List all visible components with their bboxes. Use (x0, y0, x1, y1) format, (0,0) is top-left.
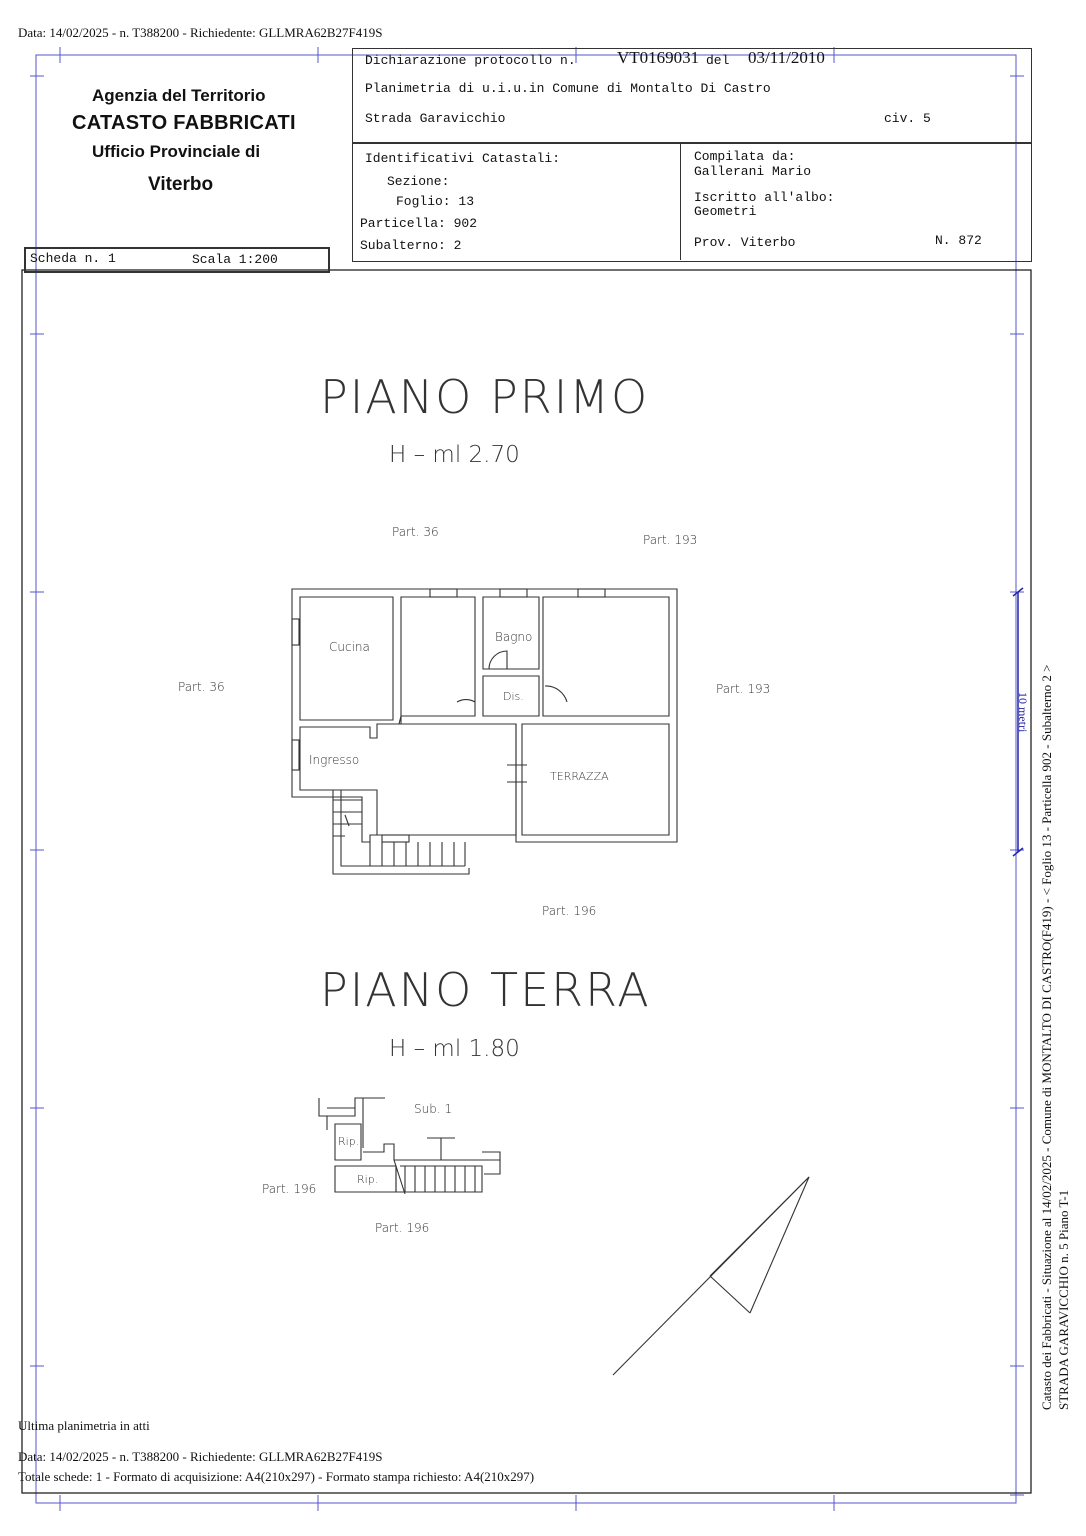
identificativi-title: Identificativi Catastali: (365, 151, 561, 166)
albo-number: N. 872 (935, 233, 982, 248)
compilata-label: Compilata da: (694, 149, 796, 164)
room-rip-1: Rip. (338, 1135, 360, 1148)
declaration-del: del (706, 53, 730, 68)
header-data-line: Data: 14/02/2025 - n. T388200 - Richiedente: GLLMRA62B27F419S (18, 25, 383, 40)
particella-field: Particella: 902 (360, 216, 478, 231)
label-sub1: Sub. 1 (414, 1102, 453, 1116)
planimetria-line: Planimetria di u.i.u.in Comune di Montalto Di Castro (365, 81, 771, 96)
civ-number: civ. 5 (884, 111, 931, 126)
label-part36-top: Part. 36 (392, 525, 439, 539)
subalterno-field: Subalterno: 2 (360, 238, 462, 253)
street-line: Strada Garavicchio (365, 111, 506, 126)
prov-field: Prov. Viterbo (694, 235, 796, 250)
sezione-field: Sezione: (387, 174, 450, 189)
piano-primo-title: PIANO PRIMO (320, 370, 650, 424)
piano-primo-height: H – ml 2.70 (389, 442, 520, 468)
piano-terra-title: PIANO TERRA (320, 963, 651, 1017)
label-part193-right: Part. 193 (716, 682, 771, 696)
label-part193-top: Part. 193 (643, 533, 698, 547)
scale-bar-label: 10 metri (1016, 692, 1030, 733)
agency-line1: Agenzia del Territorio (92, 86, 266, 105)
room-bagno: Bagno (495, 630, 533, 644)
side-caption-line1: Catasto dei Fabbricati - Situazione al 14/02/2025 - Comune di MONTALTO DI CASTRO(F419) - < Foglio 13 - Particella 902 - Subalterno 2 > (1039, 664, 1054, 1410)
label-part36-left: Part. 36 (178, 680, 225, 694)
side-caption-line2: STRADA GARAVICCHIO n. 5 Piano T-1 (1056, 1189, 1071, 1410)
compilata-name: Gallerani Mario (694, 164, 812, 179)
foglio-field: Foglio: 13 (396, 194, 475, 209)
room-terrazza: TERRAZZA (550, 770, 609, 783)
agency-line4: Viterbo (148, 174, 214, 195)
footer-ultima: Ultima planimetria in atti (18, 1418, 150, 1433)
label-part196-bottom: Part. 196 (375, 1221, 430, 1235)
room-cucina: Cucina (329, 640, 370, 654)
agency-line3: Ufficio Provinciale di (92, 142, 261, 161)
side-caption (1038, 664, 1072, 1410)
declaration-date: 03/11/2010 (748, 48, 825, 67)
agency-line2: CATASTO FABBRICATI (72, 112, 296, 134)
footer-totale: Totale schede: 1 - Formato di acquisizione: A4(210x297) - Formato stampa richiesto: A4(210x297) (18, 1469, 535, 1484)
scala-label: Scala 1:200 (192, 252, 278, 267)
room-rip-2: Rip. (357, 1173, 379, 1186)
piano-terra-height: H – ml 1.80 (389, 1036, 520, 1062)
albo-value: Geometri (694, 204, 757, 219)
footer-data-line: Data: 14/02/2025 - n. T388200 - Richiedente: GLLMRA62B27F419S (18, 1449, 383, 1464)
box-divider (680, 142, 681, 260)
declaration-number: VT0169031 (617, 48, 700, 67)
label-part196-left: Part. 196 (262, 1182, 317, 1196)
room-dis: Dis. (503, 690, 524, 703)
albo-label: Iscritto all'albo: (694, 190, 835, 205)
room-ingresso: Ingresso (309, 753, 360, 767)
declaration-label: Dichiarazione protocollo n. (365, 53, 576, 68)
label-part196: Part. 196 (542, 904, 597, 918)
scheda-label: Scheda n. 1 (30, 251, 116, 266)
